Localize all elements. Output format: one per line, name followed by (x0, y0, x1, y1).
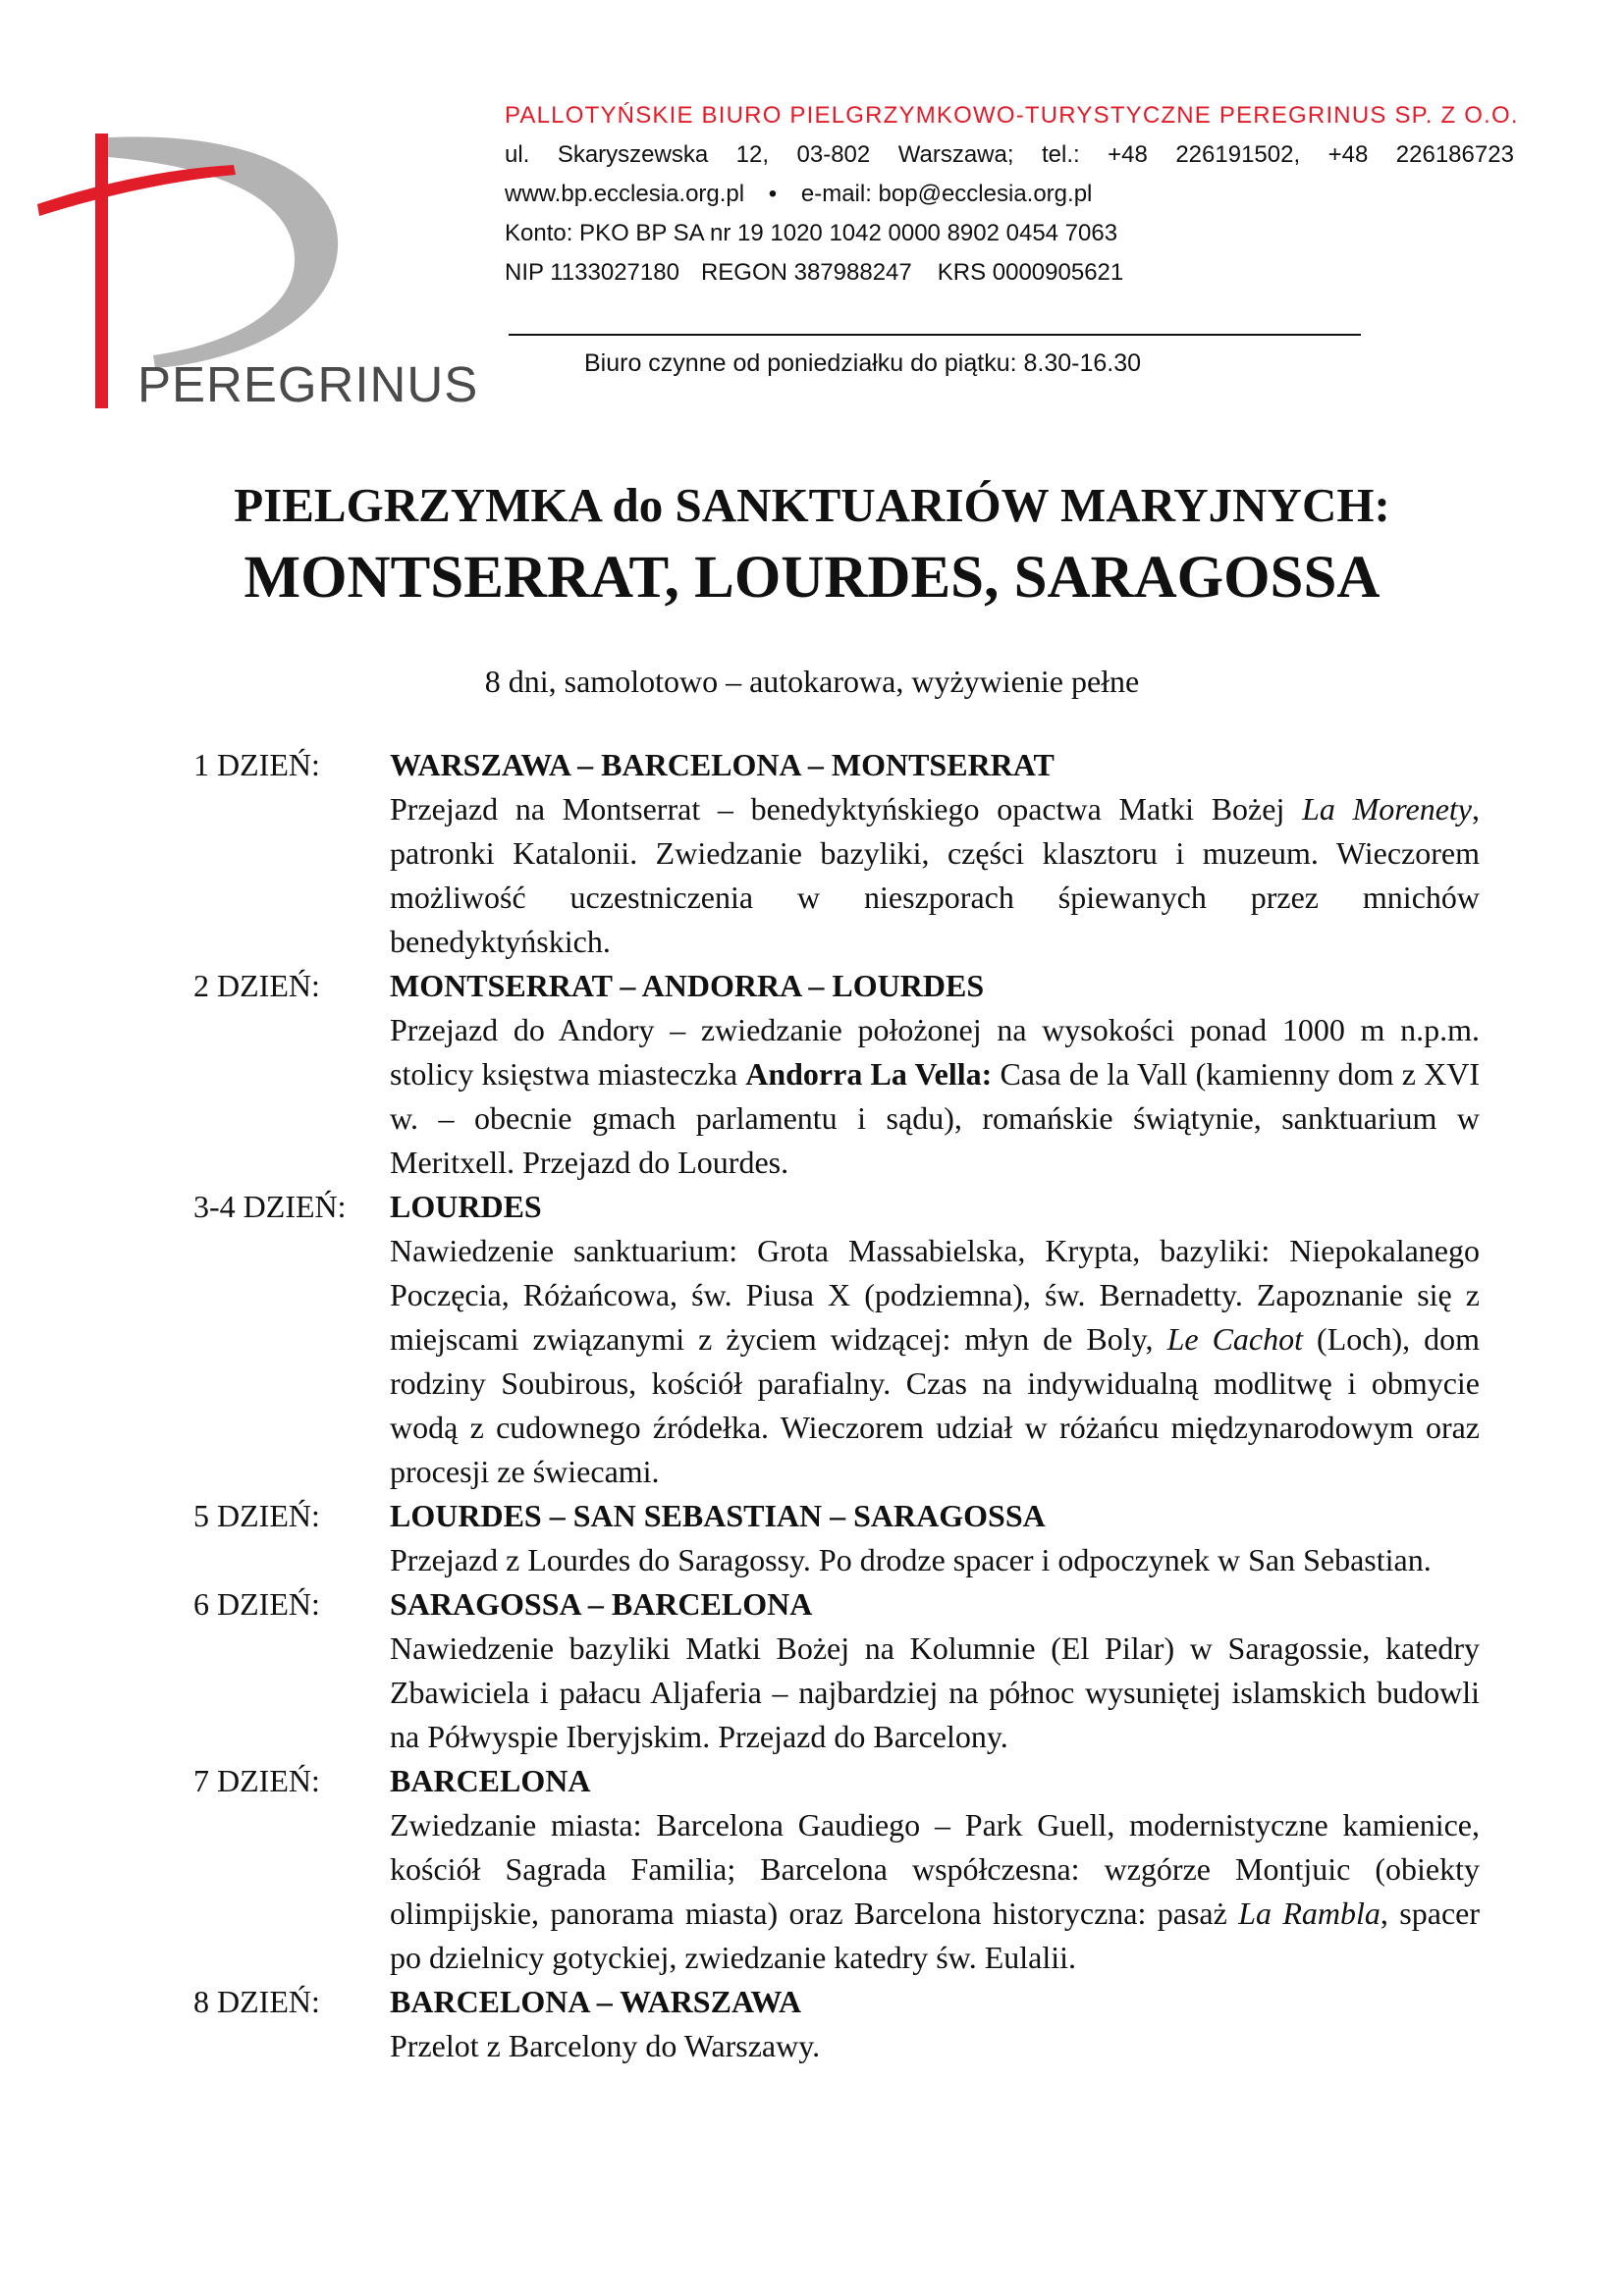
bullet-separator: • (768, 181, 778, 207)
day-label: 5 DZIEŃ: (193, 1498, 320, 1533)
itinerary-day (193, 1494, 1480, 1582)
day-heading: LOURDES (390, 1189, 542, 1224)
company-address: ul. Skaryszewska 12, 03-802 Warszawa; tel.: +48 226191502, +48 226186723 (505, 141, 1514, 168)
itinerary-day (193, 1759, 1480, 1980)
logo-wordmark: PEREGRINUS (137, 356, 479, 412)
logo-cross-arm (37, 165, 236, 216)
logo-cross-vertical (95, 133, 108, 408)
itinerary-day (193, 1185, 1480, 1494)
company-name: PALLOTYŃSKIE BIURO PIELGRZYMKOWO-TURYSTYCZNE PEREGRINUS SP. Z O.O. (505, 102, 1519, 129)
itinerary-day (193, 1980, 1480, 2068)
day-label: 7 DZIEŃ: (193, 1763, 320, 1798)
day-label: 3-4 DZIEŃ: (193, 1189, 347, 1224)
company-registry (505, 253, 1516, 293)
document-title-line1: PIELGRZYMKA do SANKTUARIÓW MARYJNYCH: (234, 478, 1390, 532)
company-contact-block (505, 96, 1519, 293)
office-hours: Biuro czynne od poniedziałku do piątku: 8.30-16.30 (584, 349, 1142, 377)
day-heading: MONTSERRAT – ANDORRA – LOURDES (390, 968, 985, 1003)
regon: REGON 387988247 (700, 259, 912, 286)
day-label: 8 DZIEŃ: (193, 1984, 320, 2019)
day-heading: LOURDES – SAN SEBASTIAN – SARAGOSSA (390, 1498, 1046, 1533)
day-heading: BARCELONA (390, 1763, 591, 1798)
document-title-line2: MONTSERRAT, LOURDES, SARAGOSSA (244, 545, 1380, 611)
day-description: Przejazd na Montserrat – benedyktyńskiego opactwa Matki Bożej La Morenety, patronki Katalonii. Zwiedzanie bazyliki, części klasztoru i muzeum. Wieczorem możliwość uczestniczenia w nieszporach śpiewanych przez mnichów benedyktyńskich. (390, 791, 1481, 959)
itinerary (193, 743, 1480, 2068)
day-heading: BARCELONA – WARSZAWA (390, 1984, 802, 2019)
day-description: Nawiedzenie sanktuarium: Grota Massabielska, Krypta, bazyliki: Niepokalanego Poczęcia, Różańcowa, św. Piusa X (podziemna), św. Bernadetty. Zapoznanie się z miejscami związanymi z życiem widzącej: młyn de Boly, Le Cachot (Loch), dom rodziny Soubirous, kościół parafialny. Czas na indywidualną modlitwę i obmycie wodą z cudownego źródełka. Wieczorem udział w różańcu międzynarodowym oraz procesji ze świecami. (390, 1233, 1480, 1489)
day-label: 2 DZIEŃ: (193, 968, 320, 1003)
day-heading: SARAGOSSA – BARCELONA (390, 1586, 813, 1622)
website-link[interactable]: www.bp.ecclesia.org.pl (505, 181, 745, 207)
header-divider (509, 334, 1361, 336)
company-web-email (505, 175, 1516, 214)
day-heading: WARSZAWA – BARCELONA – MONTSERRAT (390, 747, 1055, 782)
day-description: Przejazd do Andory – zwiedzanie położonej na wysokości ponad 1000 m n.p.m. stolicy księstwa miasteczka Andorra La Vella: Casa de la Vall (kamienny dom z XVI w. – obecnie gmach parlamentu i sądu), romańskie świątynie, sanktuarium w Meritxell. Przejazd do Lourdes. (390, 1012, 1481, 1180)
day-description: Nawiedzenie bazyliki Matki Bożej na Kolumnie (El Pilar) w Saragossie, katedry Zbawiciela i pałacu Aljaferia – najbardziej na północ wysuniętej islamskich budowli na Półwyspie Iberyjskim. Przejazd do Barcelony. (390, 1630, 1480, 1754)
day-label: 1 DZIEŃ: (193, 747, 320, 782)
day-description: Przejazd z Lourdes do Saragossy. Po drodze spacer i odpoczynek w San Sebastian. (390, 1542, 1432, 1577)
nip: NIP 1133027180 (505, 259, 679, 286)
email-link[interactable]: e-mail: bop@ecclesia.org.pl (800, 181, 1093, 207)
day-description: Przelot z Barcelony do Warszawy. (390, 2028, 821, 2063)
day-label: 6 DZIEŃ: (193, 1586, 320, 1622)
day-description: Zwiedzanie miasta: Barcelona Gaudiego – Park Guell, modernistyczne kamienice, kościół Sagrada Familia; Barcelona współczesna: wzgórze Montjuic (obiekty olimpijskie, panorama miasta) oraz Barcelona historyczna: pasaż La Rambla, spacer po dzielnicy gotyckiej, zwiedzanie katedry św. Eulalii. (390, 1807, 1480, 1975)
document-subtitle: 8 dni, samolotowo – autokarowa, wyżywienie pełne (484, 664, 1140, 699)
itinerary-day (193, 1582, 1480, 1759)
itinerary-day (193, 743, 1480, 964)
bank-account: Konto: PKO BP SA nr 19 1020 1042 0000 8902 0454 7063 (505, 220, 1118, 246)
krs: KRS 0000905621 (937, 259, 1124, 286)
itinerary-day (193, 964, 1480, 1185)
